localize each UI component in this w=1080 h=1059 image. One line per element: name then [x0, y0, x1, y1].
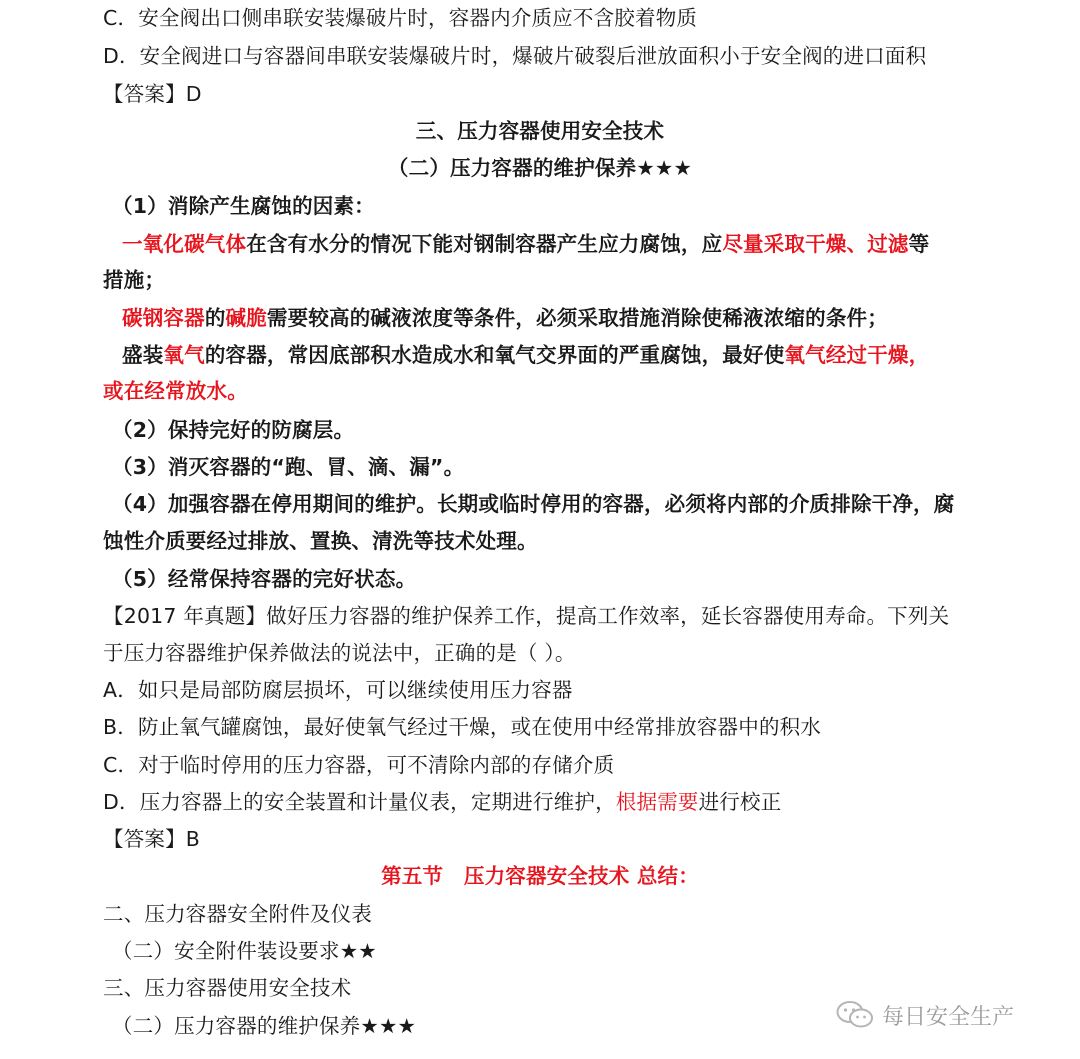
option-a: A．如只是局部防腐层损坏，可以继续使用压力容器: [103, 678, 573, 702]
text-span: D．压力容器上的安全装置和计量仪表，定期进行维护，: [103, 790, 616, 814]
point-4-line1: （4）加强容器在停用期间的维护。长期或临时停用的容器，必须将内部的介质排除干净，腐: [112, 492, 955, 516]
summary-item-2-sub: （二）压力容器的维护保养★★★: [112, 1014, 417, 1038]
text-span: 需要较高的碱液浓度等条件，必须采取措施消除使稀液浓缩的条件；: [266, 306, 888, 330]
option-d-prev: D．安全阀进口与容器间串联安装爆破片时，爆破片破裂后泄放面积小于安全阀的进口面积: [103, 44, 927, 68]
text-span: 的容器，常因底部积水造成水和氧气交界面的严重腐蚀，最好使: [204, 343, 785, 367]
summary-item-1-sub: （二）安全附件装设要求★★: [112, 939, 377, 963]
option-d: [103, 788, 983, 816]
wechat-icon: [836, 1000, 874, 1030]
text-span: 的: [204, 306, 226, 330]
highlight-as-needed: 根据需要: [615, 790, 699, 814]
watermark: [836, 998, 1014, 1032]
highlight-dry-filter: 尽量采取干燥、过滤: [722, 232, 909, 256]
oxygen-paragraph-line1: [122, 341, 1002, 369]
summary-item-1: 二、压力容器安全附件及仪表: [103, 902, 373, 926]
point-5: （5）经常保持容器的完好状态。: [112, 567, 417, 591]
section-heading: 三、压力容器使用安全技术: [415, 119, 665, 143]
co-paragraph-line2: 措施；: [103, 268, 166, 292]
question-line2: 于压力容器维护保养做法的说法中，正确的是（ ）。: [103, 641, 576, 665]
point-3: （3）消灭容器的“跑、冒、滴、漏”。: [112, 455, 465, 479]
point-4-line2: 蚀性介质要经过排放、置换、清洗等技术处理。: [103, 529, 538, 553]
summary-item-2: 三、压力容器使用安全技术: [103, 976, 352, 1000]
question-line1: 【2017 年真题】做好压力容器的维护保养工作，提高工作效率，延长容器使用寿命。下列关: [103, 604, 950, 628]
answer: 【答案】B: [103, 827, 201, 851]
option-c: C．对于临时停用的压力容器，可不清除内部的存储介质: [103, 753, 615, 777]
point-1-title: （1）消除产生腐蚀的因素：: [112, 194, 375, 218]
text-span: 在含有水分的情况下能对钢制容器产生应力腐蚀，应: [246, 232, 723, 256]
option-c-prev: C．安全阀出口侧串联安装爆破片时，容器内介质应不含胶着物质: [103, 6, 698, 30]
text-span: 进行校正: [698, 790, 782, 814]
subsection-heading: （二）压力容器的维护保养★★★: [387, 156, 693, 180]
highlight-oxygen-dry: 氧气经过干燥，: [784, 343, 930, 367]
option-b: B．防止氧气罐腐蚀，最好使氧气经过干燥，或在使用中经常排放容器中的积水: [103, 715, 822, 739]
text-span: 盛装: [122, 343, 164, 367]
text-span: 等: [908, 232, 930, 256]
highlight-caustic: 碱脆: [225, 306, 267, 330]
highlight-co: 一氧化碳气体: [122, 232, 247, 256]
highlight-oxygen: 氧气: [163, 343, 205, 367]
highlight-carbon-steel: 碳钢容器: [122, 306, 205, 330]
answer-prev: 【答案】D: [103, 82, 202, 106]
point-2: （2）保持完好的防腐层。: [112, 418, 355, 442]
oxygen-paragraph-line2: 或在经常放水。: [103, 379, 248, 403]
watermark-text: 每日安全生产: [882, 1004, 1015, 1030]
summary-heading: 第五节 压力容器安全技术 总结：: [381, 864, 699, 888]
co-paragraph-line1: [122, 230, 1002, 258]
carbon-steel-paragraph: [122, 304, 1002, 332]
